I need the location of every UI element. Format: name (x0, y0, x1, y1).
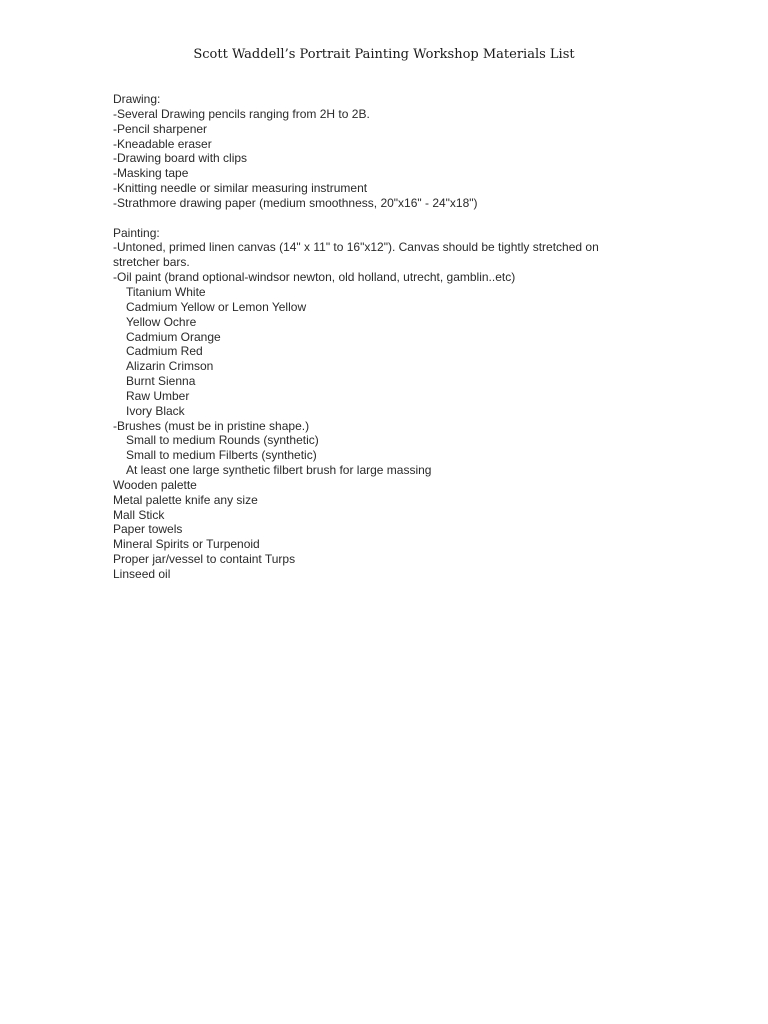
document-body (113, 92, 643, 582)
paint-color-item: Yellow Ochre (126, 314, 197, 329)
drawing-item: -Kneadable eraser (113, 136, 212, 151)
painting-supply-item: Wooden palette (113, 477, 197, 492)
paint-color-item: Cadmium Red (126, 344, 203, 359)
painting-supply-item: Paper towels (113, 522, 183, 537)
paint-color-item: Raw Umber (126, 388, 190, 403)
paint-color-item: Cadmium Orange (126, 329, 221, 344)
painting-heading: Painting: (113, 225, 160, 240)
section-spacer (113, 211, 643, 226)
painting-supply-item: Proper jar/vessel to containt Turps (113, 552, 296, 567)
drawing-item: -Pencil sharpener (113, 121, 208, 136)
drawing-heading: Drawing: (113, 92, 161, 106)
brush-type-item: At least one large synthetic filbert brush for large massing (126, 463, 432, 478)
brush-type-item: Small to medium Filberts (synthetic) (126, 448, 317, 463)
canvas-item: -Untoned, primed linen canvas (14" x 11" to 16"x12"). Canvas should be tightly stretched on (113, 240, 599, 255)
painting-supply-item: Mall Stick (113, 507, 165, 522)
drawing-item: -Drawing board with clips (113, 151, 248, 166)
drawing-item: -Knitting needle or similar measuring instrument (113, 181, 368, 196)
brushes-item: -Brushes (must be in pristine shape.) (113, 418, 310, 433)
paint-color-item: Burnt Sienna (126, 374, 196, 389)
painting-supply-item: Metal palette knife any size (113, 492, 258, 507)
brush-type-item: Small to medium Rounds (synthetic) (126, 433, 319, 448)
drawing-item: -Masking tape (113, 166, 189, 181)
painting-supply-item: Linseed oil (113, 567, 171, 581)
painting-supply-item: Mineral Spirits or Turpenoid (113, 537, 260, 552)
oil-paint-item: -Oil paint (brand optional-windsor newton, old holland, utrecht, gamblin..etc) (113, 270, 516, 285)
paint-color-item: Ivory Black (126, 403, 185, 418)
canvas-item-continued: stretcher bars. (113, 255, 190, 270)
paint-color-item: Titanium White (126, 284, 206, 299)
paint-color-item: Cadmium Yellow or Lemon Yellow (126, 299, 307, 314)
paint-color-item: Alizarin Crimson (126, 359, 214, 374)
drawing-item: -Strathmore drawing paper (medium smoothness, 20"x16" - 24"x18") (113, 195, 478, 210)
drawing-item: -Several Drawing pencils ranging from 2H to 2B. (113, 106, 370, 121)
document-title: Scott Waddell’s Portrait Painting Workshop Materials List (193, 47, 575, 62)
